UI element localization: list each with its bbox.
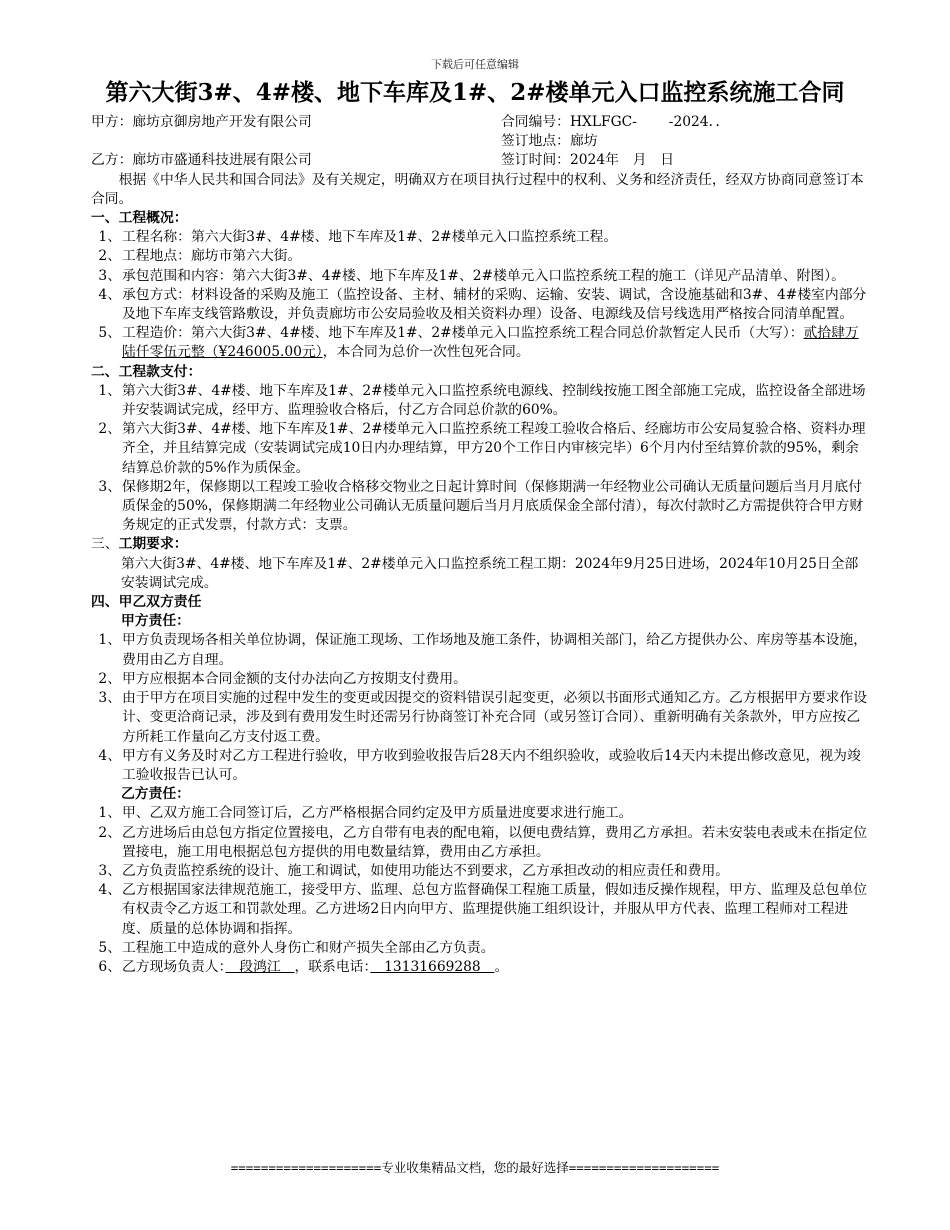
party-b: 乙方：廊坊市盛通科技进展有限公司 bbox=[91, 152, 312, 169]
list-item: 1、 第六大街3#、4#楼、地下车库及1#、2#楼单元入口监控系统电源线、控制线按施工图全部施工完成，监控设备全部进场并安装调试完成，经甲方、监理验收合格后，付乙方合同总价款的60%。 bbox=[98, 382, 866, 419]
list-item: 3、 乙方负责监控系统的设计、施工和调试，如使用功能达不到要求，乙方承担改动的相应责任和费用。 bbox=[98, 862, 730, 879]
header-note: 下载后可任意编辑 bbox=[431, 58, 519, 71]
section-heading-overview: 一、工程概况： bbox=[91, 210, 188, 227]
list-item: 4、 甲方有义务及时对乙方工程进行验收，甲方收到验收报告后28天内不组织验收，或验收后14天内未提出修改意见，视为竣工验收报告已认可。 bbox=[98, 747, 861, 783]
contract-amount: 贰拾肆万陆仟零伍元整（¥246005.00元） bbox=[122, 325, 859, 361]
list-item: 4、 乙方根据国家法律规范施工，接受甲方、监理、总包方监督确保工程施工质量，假如违反操作规程，甲方、监理及总包单位有权责令乙方返工和罚款处理。乙方进场2日内向甲方、监理提供施工组织设计，并服从甲方代表、监理工程师对工程进度、质量的总体协调和指挥。 bbox=[98, 882, 868, 937]
list-item: 4、 承包方式：材料设备的采购及施工（监控设备、主材、辅材的采购、运输、安装、调试，含设施基础和3#、4#楼室内部分及地下车库支线管路敷设，并负责廊坊市公安局验收及相关资料办理）设备、电源线及信号线选用严格按合同清单配置。 bbox=[98, 286, 867, 323]
section-heading-schedule: 三、工期要求： bbox=[91, 536, 188, 553]
schedule-text: 第六大街3#、4#楼、地下车库及1#、2#楼单元入口监控系统工程工期：2024年9月25日进场，2024年10月25日全部安装调试完成。 bbox=[121, 555, 859, 591]
party-a-responsibilities-heading: 甲方责任： bbox=[121, 613, 190, 630]
contract-body bbox=[91, 113, 871, 977]
sign-time: 签订时间：2024年 月 日 bbox=[501, 152, 675, 169]
list-item: 3、 由于甲方在项目实施的过程中发生的变更或因提交的资料错误引起变更，必须以书面形式通知乙方。乙方根据甲方要求作设计、变更洽商记录，涉及到有费用发生时还需另行协商签订补充合同（或另签订合同）、重新明确有关条款外，甲方应按乙方所耗工作量向乙方支付返工费。 bbox=[98, 690, 868, 745]
party-row-2 bbox=[91, 132, 871, 151]
list-item: 3、 保修期2年，保修期以工程竣工验收合格移交物业之日起计算时间（保修期满一年经物业公司确认无质量问题后当月月底付质保金的50%，保修期满二年经物业公司确认无质量问题后当月月底质保金全部付清），每次付款时乙方需提供符合甲方财务规定的正式发票，付款方式：支票。 bbox=[98, 478, 864, 534]
list-item: 2、 工程地点：廊坊市第六大街。 bbox=[98, 248, 302, 265]
list-item: 2、 第六大街3#、4#楼、地下车库及1#、2#楼单元入口监控系统工程竣工验收合格后、经廊坊市公安局复验合格、资料办理齐全，并且结算完成（安装调试完成10日内办理结算，甲方20个工作日内审核完毕）6个月内付至结算价款的95%，剩余结算总价款的5%作为质保金。 bbox=[98, 421, 866, 476]
party-row-3 bbox=[91, 151, 871, 170]
intro-paragraph: 根据《中华人民共和国合同法》及有关规定，明确双方在项目执行过程中的权利、义务和经济责任，经双方协商同意签订本合同。 bbox=[91, 171, 864, 207]
list-item: 2、 甲方应根据本合同金额的支付办法向乙方按期支付费用。 bbox=[98, 670, 467, 687]
section-heading-responsibilities: 四、甲乙双方责任 bbox=[91, 594, 202, 611]
list-item: 3、 承包范围和内容：第六大街3#、4#楼、地下车库及1#、2#楼单元入口监控系统工程的施工（详见产品清单、附图）。 bbox=[98, 267, 845, 284]
contact-phone: 13131669288 bbox=[370, 958, 495, 975]
list-item: 1、 甲、乙双方施工合同签订后，乙方严格根据合同约定及甲方质量进度要求进行施工。 bbox=[98, 805, 633, 822]
footer-banner: ====================专业收集精品文档，您的最好选择==================== bbox=[230, 1160, 720, 1175]
list-item: 2、 乙方进场后由总包方指定位置接电，乙方自带有电表的配电箱，以便电费结算，费用乙方承担。若未安装电表或未在指定位置接电，施工用电根据总包方提供的用电数量结算，费用由乙方承担。 bbox=[98, 824, 868, 860]
list-item: 1、 工程名称：第六大街3#、4#楼、地下车库及1#、2#楼单元入口监控系统工程。 bbox=[98, 229, 618, 246]
list-item-price: 5、 工程造价：第六大街3#、4#楼、地下车库及1#、2#楼单元入口监控系统工程合同总价款暂定人民币（大写）：贰拾肆万陆仟零伍元整（¥246005.00元），本合同为总价一次性包死合同。 bbox=[98, 325, 859, 361]
site-manager-name: 段鸿江 bbox=[225, 958, 295, 975]
contract-number: 合同编号：HXLFGC- -2024．． bbox=[501, 114, 730, 130]
section-heading-payment: 二、工程款支付： bbox=[91, 363, 202, 380]
party-row-1 bbox=[91, 113, 871, 132]
list-item: 5、 工程施工中造成的意外人身伤亡和财产损失全部由乙方负责。 bbox=[98, 939, 495, 956]
list-item: 1、 甲方负责现场各相关单位协调，保证施工现场、工作场地及施工条件，协调相关部门，给乙方提供办公、库房等基本设施，费用由乙方自理。 bbox=[98, 632, 868, 668]
party-b-responsibilities-heading: 乙方责任： bbox=[121, 786, 190, 803]
contract-title: 第六大街3#、4#楼、地下车库及1#、2#楼单元入口监控系统施工合同 bbox=[105, 79, 845, 106]
party-a: 甲方：廊坊京御房地产开发有限公司 bbox=[91, 114, 312, 130]
list-item-contact: 6、 乙方现场负责人： 段鸿江 ，联系电话： 13131669288 。 bbox=[98, 958, 509, 975]
sign-place: 签订地点：廊坊 bbox=[501, 133, 598, 150]
